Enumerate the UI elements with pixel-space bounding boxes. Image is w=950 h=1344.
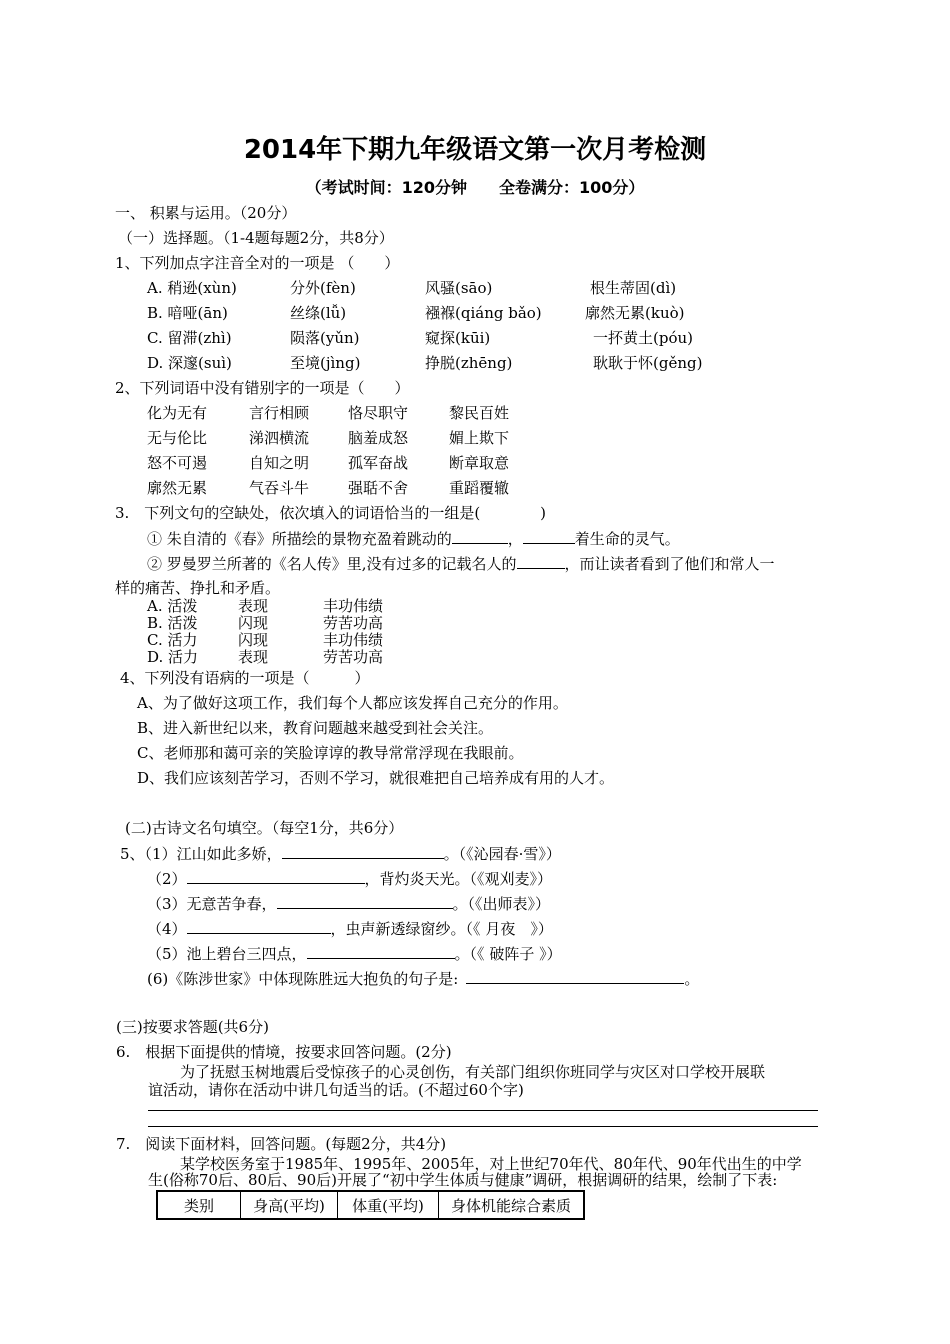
q5-blank-6[interactable] [466, 968, 684, 984]
q3-s1-text-a: ① 朱自清的《春》所描绘的景物充盈着跳动的 [147, 530, 452, 548]
q1-a-3: 风骚(sāo) [425, 279, 493, 297]
q4-option-a: A、为了做好这项工作，我们每个人都应该发挥自己充分的作用。 [137, 694, 568, 712]
part1-heading: （一）选择题。（1-4题每题2分，共8分） [118, 229, 394, 247]
q1-d-3: 挣脱(zhēng) [425, 354, 513, 372]
q5-3-text: （3）无意苦争春， [147, 895, 277, 913]
q5-blank-2[interactable] [187, 868, 365, 884]
q3-d-2: 表现 [238, 648, 269, 666]
q3-c-1: C. 活力 [147, 631, 198, 649]
q4-option-d: D、我们应该刻苦学习，否则不学习，就很难把自己培养成有用的人才。 [137, 769, 615, 787]
q2-c-1: 怒不可遏 [147, 454, 208, 472]
q3-sentence-2 [147, 553, 775, 574]
q5-5-text: （5）池上碧台三四点， [147, 945, 307, 963]
q7-stem: 7. 阅读下面材料，回答问题。(每题2分，共4分) [116, 1135, 447, 1153]
q5-line-2 [147, 868, 552, 889]
q2-option-b [0, 428, 950, 448]
q3-a-3: 丰功伟绩 [323, 597, 384, 615]
q3-b-3: 劳苦功高 [323, 614, 384, 632]
q4-stem: 4、下列没有语病的一项是（ ） [120, 669, 370, 687]
q3-s1-text-c: 着生命的灵气。 [574, 530, 680, 548]
q2-a-4: 黎民百姓 [449, 404, 510, 422]
table-header-cell: 身高(平均) [241, 1191, 338, 1219]
q3-option-d [0, 649, 950, 667]
q3-d-3: 劳苦功高 [323, 648, 384, 666]
q1-b-1: B. 喑哑(ān) [147, 304, 228, 322]
q5-2-source: ，背灼炎天光。（《观刈麦》） [364, 870, 553, 888]
q7-material-2: 生(俗称70后、80后、90后)开展了“初中学生体质与健康”调研，根据调研的结果，绘制了下表: [148, 1171, 778, 1189]
q2-a-2: 言行相顾 [249, 404, 310, 422]
q3-blank-1[interactable] [452, 528, 508, 544]
q2-b-2: 涕泗横流 [249, 429, 310, 447]
q1-d-4: 耿耿于怀(gěng) [593, 354, 703, 372]
q6-context-1: 为了抚慰玉树地震后受惊孩子的心灵创伤，有关部门组织你班同学与灾区对口学校开展联 [180, 1063, 766, 1081]
q1-b-3: 襁褓(qiáng bǎo) [425, 304, 542, 322]
q3-sentence-1 [147, 528, 680, 549]
q2-option-d [0, 478, 950, 498]
q1-a-4: 根生蒂固(dì) [590, 279, 677, 297]
q3-c-2: 闪现 [238, 631, 269, 649]
exam-info: （考试时间：120分钟 全卷满分：100分） [305, 178, 645, 197]
q2-c-4: 断章取意 [449, 454, 510, 472]
q5-4-source: ，虫声新透绿窗纱。（《 月夜 》） [330, 920, 553, 938]
q5-2-text: （2） [147, 870, 187, 888]
q3-d-1: D. 活力 [147, 648, 199, 666]
q1-b-2: 丝绦(lǚ) [290, 304, 347, 322]
q3-b-1: B. 活泼 [147, 614, 198, 632]
q3-option-c [0, 632, 950, 650]
q1-d-2: 至境(jìng) [290, 354, 361, 372]
q1-c-3: 窥探(kūi) [425, 329, 491, 347]
q1-c-1: C. 留滞(zhì) [147, 329, 232, 347]
q1-option-b [0, 303, 950, 323]
table-header-cell: 身体机能综合素质 [439, 1191, 585, 1219]
q2-option-c [0, 453, 950, 473]
q2-b-1: 无与伦比 [147, 429, 208, 447]
q7-table [156, 1190, 585, 1220]
table-header-row [157, 1191, 584, 1219]
q2-stem: 2、下列词语中没有错别字的一项是（ ） [115, 379, 410, 397]
q1-c-4: 一抔黄土(póu) [593, 329, 693, 347]
q2-c-2: 自知之明 [249, 454, 310, 472]
q5-1-source: 。（《沁园春·雪》） [443, 845, 561, 863]
q2-d-2: 气吞斗牛 [249, 479, 310, 497]
q3-s2-text-a: ② 罗曼罗兰所著的《名人传》里,没有过多的记载名人的 [147, 555, 517, 573]
q4-option-b: B、进入新世纪以来，教育问题越来越受到社会关注。 [137, 719, 494, 737]
q1-b-4: 廓然无累(kuò) [585, 304, 685, 322]
q3-s1-text-b: ， [507, 530, 523, 548]
q3-c-3: 丰功伟绩 [323, 631, 384, 649]
q5-5-source: 。（《 破阵子 》） [454, 945, 562, 963]
q3-blank-2[interactable] [523, 528, 575, 544]
table-header-cell: 类别 [157, 1191, 241, 1219]
q3-sentence-2-cont: 样的痛苦、挣扎和矛盾。 [115, 579, 281, 597]
q1-a-1: A. 稍逊(xùn) [147, 279, 237, 297]
q5-line-3 [147, 893, 550, 914]
q1-stem: 1、下列加点字注音全对的一项是 （ ） [115, 254, 400, 272]
q1-d-1: D. 深邃(suì) [147, 354, 232, 372]
q5-line-1 [120, 843, 561, 864]
q2-d-1: 廓然无累 [147, 479, 208, 497]
q5-blank-4[interactable] [187, 918, 331, 934]
q5-6-end: 。 [684, 970, 700, 988]
q3-stem: 3. 下列文句的空缺处，依次填入的词语恰当的一组是( ) [115, 504, 547, 522]
q2-b-3: 脑羞成怒 [348, 429, 409, 447]
q3-option-a [0, 598, 950, 616]
q7-material-1: 某学校医务室于1985年、1995年、2005年，对上世纪70年代、80年代、90年代出生的中学 [180, 1155, 802, 1173]
q5-6-text: (6)《陈涉世家》中体现陈胜远大抱负的句子是: [147, 970, 459, 988]
q1-option-d [0, 353, 950, 373]
section-heading: 一、 积累与运用。（20分） [115, 204, 297, 222]
q3-a-1: A. 活泼 [147, 597, 198, 615]
part2-heading: (二)古诗文名句填空。（每空1分，共6分） [125, 819, 404, 837]
q1-option-a [0, 278, 950, 298]
q5-blank-3[interactable] [277, 893, 453, 909]
q3-a-2: 表现 [238, 597, 269, 615]
q6-answer-line-1[interactable] [148, 1110, 818, 1111]
q5-4-text: （4） [147, 920, 187, 938]
q4-option-c: C、老师那和蔼可亲的笑脸谆谆的教导常常浮现在我眼前。 [137, 744, 524, 762]
q2-c-3: 孤军奋战 [348, 454, 409, 472]
q5-blank-1[interactable] [282, 843, 444, 859]
q5-line-4 [147, 918, 553, 939]
q3-s2-text-b: ，而让读者看到了他们和常人一 [564, 555, 775, 573]
q6-stem: 6. 根据下面提供的情境，按要求回答问题。(2分) [116, 1043, 452, 1061]
q5-3-source: 。（《出师表》） [452, 895, 551, 913]
q6-context-2: 谊活动，请你在活动中讲几句适当的话。(不超过60个字) [148, 1081, 524, 1099]
page-title: 2014年下期九年级语文第一次月考检测 [243, 135, 707, 165]
table-header-cell: 体重(平均) [338, 1191, 439, 1219]
q2-a-3: 恪尽职守 [348, 404, 409, 422]
q3-b-2: 闪现 [238, 614, 269, 632]
q2-d-4: 重蹈覆辙 [449, 479, 510, 497]
q5-1-text: 5、（1）江山如此多娇， [120, 845, 282, 863]
q2-option-a [0, 403, 950, 423]
q2-a-1: 化为无有 [147, 404, 208, 422]
q2-b-4: 媚上欺下 [449, 429, 510, 447]
part3-heading: (三)按要求答题(共6分) [116, 1018, 269, 1036]
q5-blank-5[interactable] [307, 943, 455, 959]
q5-line-5 [147, 943, 562, 964]
q2-d-3: 强聒不舍 [348, 479, 409, 497]
q1-option-c [0, 328, 950, 348]
q5-line-6 [147, 968, 699, 989]
q6-answer-line-2[interactable] [148, 1126, 818, 1127]
q1-c-2: 陨落(yǔn) [290, 329, 360, 347]
q3-blank-3[interactable] [517, 553, 565, 569]
q1-a-2: 分外(fèn) [290, 279, 356, 297]
q3-option-b [0, 615, 950, 633]
